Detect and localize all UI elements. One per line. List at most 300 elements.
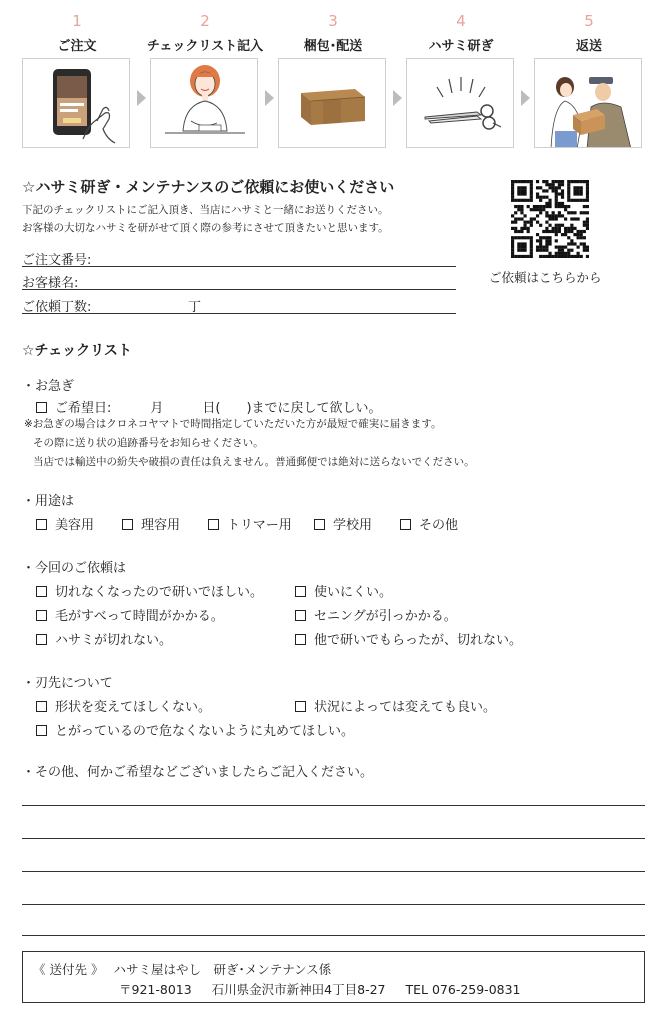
blade-may-change[interactable] [295, 696, 496, 715]
count-line[interactable] [22, 313, 456, 314]
qr-module [530, 208, 533, 211]
qr-module [570, 211, 573, 214]
request-hard-to-use[interactable] [295, 581, 392, 600]
qr-module [558, 192, 561, 195]
qr-module [570, 249, 573, 252]
checkbox[interactable] [36, 519, 47, 530]
qr-module [530, 192, 533, 195]
usage-trimmer[interactable] [208, 514, 292, 533]
qr-module [573, 180, 576, 183]
shop-name: ハサミ屋はやし 研ぎ･メンテナンス係 [113, 962, 332, 977]
qr-module [542, 205, 545, 208]
qr-module [536, 246, 539, 249]
delivery-icon [535, 59, 642, 148]
usage-school[interactable] [314, 514, 372, 533]
qr-module [542, 208, 545, 211]
qr-module [542, 249, 545, 252]
request-slipping[interactable] [36, 605, 224, 624]
blade-round-tip[interactable] [36, 720, 354, 739]
qr-module [517, 230, 520, 233]
step-num-2: 2 [200, 12, 210, 30]
qr-module [573, 227, 576, 230]
order-number-label: ご注文番号: [22, 253, 92, 268]
qr-module [577, 189, 580, 192]
checkbox[interactable] [36, 725, 47, 736]
qr-module [523, 224, 526, 227]
qr-module [586, 255, 589, 258]
urgent-date-text: ご希望日: 月 日( )までに戻して欲しい。 [55, 401, 382, 416]
qr-module [545, 227, 548, 230]
qr-module [580, 242, 583, 245]
woman-writing-icon [151, 59, 258, 148]
qr-module [558, 180, 561, 183]
qr-module [548, 217, 551, 220]
qr-module [530, 217, 533, 220]
qr-module [567, 199, 570, 202]
qr-module [552, 186, 555, 189]
qr-module [511, 252, 514, 255]
qr-module [558, 252, 561, 255]
request-heading: ・今回のご依頼は [22, 561, 127, 576]
qr-module [520, 227, 523, 230]
qr-module [511, 186, 514, 189]
qr-module [517, 249, 520, 252]
qr-module [511, 239, 514, 242]
qr-module [520, 246, 523, 249]
qr-module [552, 211, 555, 214]
qr-module [573, 255, 576, 258]
qr-module [530, 221, 533, 224]
qr-module [583, 199, 586, 202]
qr-module [573, 189, 576, 192]
qr-module [523, 192, 526, 195]
qr-module [552, 183, 555, 186]
qr-module [586, 192, 589, 195]
qr-module [564, 227, 567, 230]
qr-module [520, 186, 523, 189]
qr-module [511, 255, 514, 258]
qr-module [511, 199, 514, 202]
qr-module [567, 230, 570, 233]
qr-module [555, 205, 558, 208]
qr-module [520, 255, 523, 258]
usage-barber-text: 理容用 [141, 518, 181, 533]
qr-module [530, 239, 533, 242]
checkbox[interactable] [36, 610, 47, 621]
qr-module [545, 189, 548, 192]
qr-module [580, 230, 583, 233]
qr-module [586, 221, 589, 224]
step-num-5: 5 [584, 12, 594, 30]
qr-module [520, 199, 523, 202]
qr-module [577, 217, 580, 220]
qr-module [561, 192, 564, 195]
qr-module [583, 242, 586, 245]
checkbox[interactable] [36, 634, 47, 645]
qr-module [552, 230, 555, 233]
qr-module [561, 246, 564, 249]
writing-line[interactable] [22, 871, 645, 872]
qr-module [558, 214, 561, 217]
qr-module [542, 230, 545, 233]
qr-module [558, 249, 561, 252]
postal-code: 〒921-8013 [119, 982, 192, 997]
qr-module [548, 183, 551, 186]
qr-module [570, 199, 573, 202]
qr-module [561, 255, 564, 258]
qr-module [536, 196, 539, 199]
qr-module [548, 255, 551, 258]
qr-module [583, 249, 586, 252]
qr-module [586, 211, 589, 214]
urgent-heading: ・お急ぎ [22, 379, 75, 394]
checkbox[interactable] [314, 519, 325, 530]
qr-module [555, 180, 558, 183]
step-arrow [265, 90, 274, 106]
qr-module [545, 249, 548, 252]
step-box-packing [278, 58, 386, 148]
qr-module [530, 199, 533, 202]
checkbox[interactable] [36, 701, 47, 712]
qr-module [530, 189, 533, 192]
qr-module [511, 214, 514, 217]
qr-module [514, 255, 517, 258]
qr-module [517, 189, 520, 192]
qr-module [527, 221, 530, 224]
qr-module [514, 205, 517, 208]
qr-module [561, 180, 564, 183]
qr-module [558, 183, 561, 186]
qr-module [514, 227, 517, 230]
checkbox[interactable] [295, 634, 306, 645]
qr-module [570, 217, 573, 220]
qr-caption: ご依頼はこちらから [489, 270, 602, 285]
qr-module [577, 199, 580, 202]
qr-module [520, 217, 523, 220]
qr-module [573, 199, 576, 202]
qr-module [580, 211, 583, 214]
qr-module [527, 199, 530, 202]
qr-module [564, 233, 567, 236]
qr-module [514, 199, 517, 202]
qr-module [570, 239, 573, 242]
qr-module [511, 196, 514, 199]
qr-module [530, 249, 533, 252]
qr-module [573, 242, 576, 245]
checklist-title: ☆チェックリスト [22, 343, 132, 359]
qr-module [567, 183, 570, 186]
qr-module [583, 205, 586, 208]
qr-module [523, 214, 526, 217]
qr-module [558, 202, 561, 205]
checkbox[interactable] [36, 586, 47, 597]
request-other-shop-text: 他で研いでもらったが、切れない。 [314, 633, 523, 648]
qr-module [552, 255, 555, 258]
qr-module [573, 217, 576, 220]
qr-module [536, 233, 539, 236]
qr-module [548, 186, 551, 189]
qr-module [539, 236, 542, 239]
qr-module [539, 186, 542, 189]
qr-module [564, 255, 567, 258]
qr-module [545, 221, 548, 224]
count-label: ご依頼丁数: [22, 300, 92, 315]
qr-module [555, 214, 558, 217]
address-label: 《 送付先 》 [33, 962, 104, 977]
qr-module [567, 186, 570, 189]
request-dull[interactable] [36, 581, 263, 600]
qr-module [558, 205, 561, 208]
cardboard-box-icon [279, 59, 386, 148]
qr-module [517, 217, 520, 220]
step-num-3: 3 [328, 12, 338, 30]
order-number-line[interactable] [22, 266, 456, 267]
qr-module [586, 249, 589, 252]
qr-module [520, 211, 523, 214]
qr-module [536, 221, 539, 224]
qr-module [527, 255, 530, 258]
request-not-cutting[interactable] [36, 629, 172, 648]
qr-module [552, 214, 555, 217]
qr-module [573, 211, 576, 214]
qr-module [523, 227, 526, 230]
qr-module [539, 246, 542, 249]
qr-module [555, 217, 558, 220]
qr-module [580, 199, 583, 202]
qr-module [511, 246, 514, 249]
qr-module [533, 205, 536, 208]
checkbox[interactable] [400, 519, 411, 530]
qr-module [536, 249, 539, 252]
qr-module [586, 227, 589, 230]
qr-module [514, 180, 517, 183]
qr-module [511, 192, 514, 195]
qr-module [539, 239, 542, 242]
qr-module [514, 211, 517, 214]
qr-module [567, 249, 570, 252]
qr-module [570, 227, 573, 230]
qr-module [552, 217, 555, 220]
qr-module [586, 189, 589, 192]
qr-module [558, 186, 561, 189]
checkbox[interactable] [122, 519, 133, 530]
qr-module [564, 205, 567, 208]
blade-round-tip-text: とがっているので危なくないように丸めてほしい。 [55, 724, 355, 739]
qr-module [577, 186, 580, 189]
qr-module [511, 227, 514, 230]
qr-module [527, 230, 530, 233]
qr-module [567, 255, 570, 258]
qr-module [539, 242, 542, 245]
qr-module [545, 236, 548, 239]
qr-module [567, 236, 570, 239]
qr-module [542, 246, 545, 249]
qr-module [545, 196, 548, 199]
qr-module [583, 180, 586, 183]
qr-module [517, 192, 520, 195]
usage-barber[interactable] [122, 514, 180, 533]
writing-line[interactable] [22, 838, 645, 839]
qr-module [570, 224, 573, 227]
qr-module [561, 205, 564, 208]
qr-module [577, 192, 580, 195]
intro-line-1: 下記のチェックリストにご記入頂き、当店にハサミと一緒にお送りください。 [22, 204, 389, 216]
qr-module [539, 199, 542, 202]
checkbox[interactable] [208, 519, 219, 530]
qr-module [511, 249, 514, 252]
qr-module [548, 199, 551, 202]
qr-module [548, 242, 551, 245]
request-dull-text: 切れなくなったので研いでほしい。 [55, 585, 264, 600]
qr-module [530, 183, 533, 186]
qr-module [564, 217, 567, 220]
qr-module [545, 246, 548, 249]
customer-name-line[interactable] [22, 289, 456, 290]
qr-module [567, 180, 570, 183]
qr-module [555, 196, 558, 199]
qr-module [539, 224, 542, 227]
urgent-note-3: 当店では輸送中の紛失や破損の責任は負えません。普通郵便では絶対に送らないでください。 [33, 456, 475, 468]
count-unit: 丁 [188, 300, 202, 315]
qr-module [555, 227, 558, 230]
usage-school-text: 学校用 [333, 518, 373, 533]
qr-code[interactable] [511, 180, 589, 258]
writing-line[interactable] [22, 805, 645, 806]
qr-module [555, 224, 558, 227]
qr-module [520, 242, 523, 245]
qr-module [586, 217, 589, 220]
qr-module [523, 221, 526, 224]
request-other-shop[interactable] [295, 629, 522, 648]
qr-module [523, 199, 526, 202]
step-box-return [534, 58, 642, 148]
qr-module [555, 230, 558, 233]
qr-module [517, 255, 520, 258]
step-label-4: ハサミ研ぎ [428, 39, 494, 54]
qr-module [514, 221, 517, 224]
qr-module [530, 180, 533, 183]
qr-module [561, 224, 564, 227]
qr-module [570, 255, 573, 258]
qr-module [561, 249, 564, 252]
qr-module [548, 224, 551, 227]
qr-module [567, 192, 570, 195]
qr-module [555, 239, 558, 242]
step-num-1: 1 [72, 12, 82, 30]
qr-module [552, 189, 555, 192]
checkbox[interactable] [295, 701, 306, 712]
qr-module [523, 189, 526, 192]
step-box-order [22, 58, 130, 148]
qr-module [545, 183, 548, 186]
qr-module [580, 180, 583, 183]
qr-module [586, 196, 589, 199]
qr-module [570, 230, 573, 233]
qr-module [536, 205, 539, 208]
qr-module [558, 224, 561, 227]
qr-module [555, 252, 558, 255]
qr-module [558, 230, 561, 233]
qr-module [552, 227, 555, 230]
qr-module [536, 214, 539, 217]
blade-keep-shape[interactable] [36, 696, 211, 715]
writing-line[interactable] [22, 935, 645, 936]
qr-module [517, 180, 520, 183]
qr-module [545, 239, 548, 242]
qr-module [530, 196, 533, 199]
urgent-note-1: ※お急ぎの場合はクロネコヤマトで時間指定していただいた方が最短で確実に届きます。 [24, 418, 442, 430]
usage-beauty[interactable] [36, 514, 94, 533]
qr-module [586, 205, 589, 208]
qr-module [511, 189, 514, 192]
qr-module [580, 233, 583, 236]
qr-module [583, 246, 586, 249]
request-thinning-catch-text: セニングが引っかかる。 [314, 609, 457, 624]
qr-module [580, 192, 583, 195]
qr-module [583, 230, 586, 233]
qr-module [573, 192, 576, 195]
request-hard-to-use-text: 使いにくい。 [314, 585, 393, 600]
qr-module [545, 214, 548, 217]
qr-module [567, 242, 570, 245]
qr-module [577, 252, 580, 255]
blade-heading: ・刃先について [22, 676, 113, 691]
qr-module [530, 224, 533, 227]
request-thinning-catch[interactable] [295, 605, 457, 624]
page-title: ☆ハサミ研ぎ・メンテナンスのご依頼にお使いください [22, 178, 395, 196]
qr-module [530, 246, 533, 249]
qr-module [523, 236, 526, 239]
qr-module [586, 186, 589, 189]
customer-name-label: お客様名: [22, 276, 79, 291]
request-slipping-text: 毛がすべって時間がかかる。 [55, 609, 224, 624]
checkbox[interactable] [36, 402, 47, 413]
qr-module [530, 252, 533, 255]
writing-line[interactable] [22, 904, 645, 905]
qr-module [567, 227, 570, 230]
qr-module [586, 224, 589, 227]
qr-module [561, 183, 564, 186]
checkbox[interactable] [295, 586, 306, 597]
checkbox[interactable] [295, 610, 306, 621]
qr-module [561, 233, 564, 236]
step-arrow [521, 90, 530, 106]
qr-module [545, 202, 548, 205]
step-label-2: チェックリスト記入 [146, 39, 264, 54]
usage-other-text: その他 [419, 518, 459, 533]
qr-module [558, 246, 561, 249]
qr-module [580, 255, 583, 258]
qr-module [555, 233, 558, 236]
qr-module [536, 208, 539, 211]
qr-module [539, 211, 542, 214]
qr-module [530, 236, 533, 239]
qr-module [567, 211, 570, 214]
usage-heading: ・用途は [22, 494, 75, 509]
qr-module [520, 236, 523, 239]
qr-module [517, 242, 520, 245]
qr-module [520, 192, 523, 195]
qr-module [548, 252, 551, 255]
qr-module [586, 199, 589, 202]
qr-module [533, 208, 536, 211]
qr-module [570, 242, 573, 245]
qr-module [536, 180, 539, 183]
qr-module [520, 230, 523, 233]
usage-other[interactable] [400, 514, 458, 533]
qr-module [548, 214, 551, 217]
qr-module [539, 249, 542, 252]
